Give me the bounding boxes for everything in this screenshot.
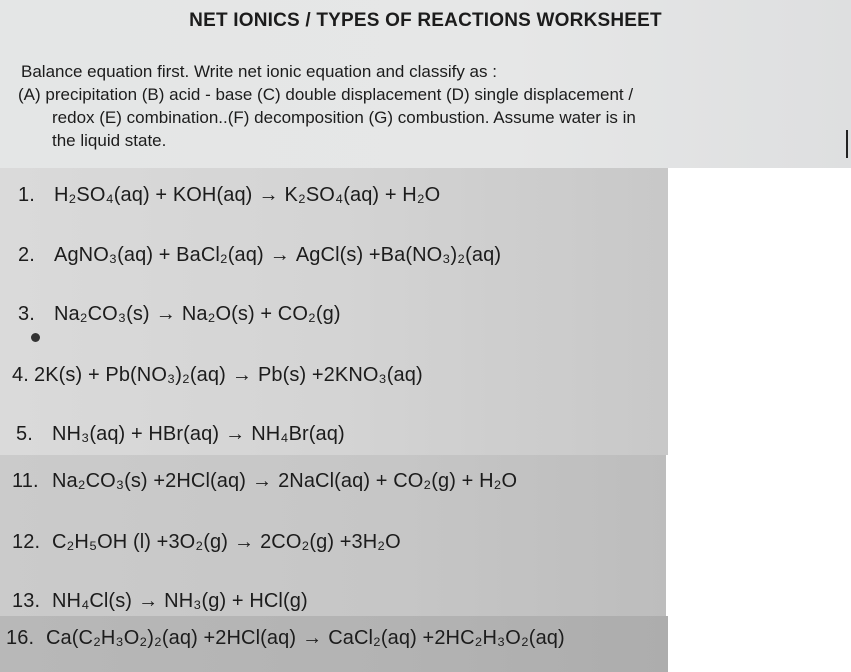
equation-13	[12, 590, 308, 613]
equation-number: 12.	[12, 531, 41, 553]
equation-3	[18, 303, 341, 326]
equation-number: 2.	[18, 244, 35, 266]
reaction-arrow-icon: →	[233, 531, 255, 553]
equation-products: AgCl(s) +Ba(NO₃)₂(aq)	[295, 244, 502, 266]
equation-reactants: NH₄Cl(s)	[52, 590, 133, 612]
equation-products: Na₂O(s) + CO₂(g)	[181, 303, 341, 325]
equation-2	[18, 244, 501, 267]
instruction-line-4: the liquid state.	[52, 131, 167, 150]
equation-reactants: Ca(C₂H₃O₂)₂(aq) +2HCl(aq)	[46, 627, 297, 649]
equation-products: NH₄Br(aq)	[251, 423, 345, 445]
equation-number: 4.	[12, 364, 29, 386]
equation-number: 5.	[16, 423, 33, 445]
pen-dot-mark	[31, 333, 40, 342]
instruction-line-1: Balance equation first. Write net ionic equation and classify as :	[21, 62, 497, 81]
equation-reactants: Na₂CO₃(s) +2HCl(aq)	[52, 470, 246, 492]
reaction-arrow-icon: →	[269, 244, 290, 266]
reaction-arrow-icon: →	[155, 303, 176, 325]
reaction-arrow-icon: →	[251, 470, 273, 492]
equation-number: 3.	[18, 303, 35, 325]
equation-11	[12, 470, 517, 493]
header-photo-region	[0, 0, 851, 168]
equation-number: 11.	[12, 470, 39, 492]
equation-products: 2NaCl(aq) + CO₂(g) + H₂O	[278, 470, 518, 492]
equation-reactants: C₂H₅OH (l) +3O₂(g)	[52, 531, 228, 553]
reaction-arrow-icon: →	[258, 184, 279, 206]
equation-number: 1.	[18, 184, 35, 206]
equation-products: K₂SO₄(aq) + H₂O	[284, 184, 441, 206]
equation-products: NH₃(g) + HCl(g)	[164, 590, 308, 612]
equation-number: 16.	[6, 627, 35, 649]
equation-products: 2CO₂(g) +3H₂O	[260, 531, 401, 553]
equation-number: 13.	[12, 590, 41, 612]
equation-products: CaCl₂(aq) +2HC₂H₃O₂(aq)	[328, 627, 565, 649]
equation-12	[12, 531, 401, 554]
margin-mark	[846, 130, 848, 158]
reaction-arrow-icon: →	[231, 364, 252, 386]
equation-reactants: H₂SO₄(aq) + KOH(aq)	[54, 184, 253, 206]
equation-reactants: NH₃(aq) + HBr(aq)	[52, 423, 220, 445]
equation-reactants: Na₂CO₃(s)	[54, 303, 150, 325]
equation-16	[6, 627, 565, 650]
worksheet-title: NET IONICS / TYPES OF REACTIONS WORKSHEET	[189, 10, 662, 31]
instruction-line-2: (A) precipitation (B) acid - base (C) double displacement (D) single displacement /	[18, 85, 634, 104]
instruction-line-3: redox (E) combination..(F) decomposition (G) combustion. Assume water is in	[52, 108, 636, 127]
equation-products: Pb(s) +2KNO₃(aq)	[257, 364, 423, 386]
reaction-arrow-icon: →	[138, 590, 159, 612]
equation-reactants: AgNO₃(aq) + BaCl₂(aq)	[54, 244, 264, 266]
equation-1	[18, 184, 440, 207]
reaction-arrow-icon: →	[225, 423, 246, 445]
equation-reactants: 2K(s) + Pb(NO₃)₂(aq)	[34, 364, 226, 386]
equation-5	[16, 423, 345, 446]
equation-4	[12, 364, 423, 387]
reaction-arrow-icon: →	[302, 627, 323, 649]
